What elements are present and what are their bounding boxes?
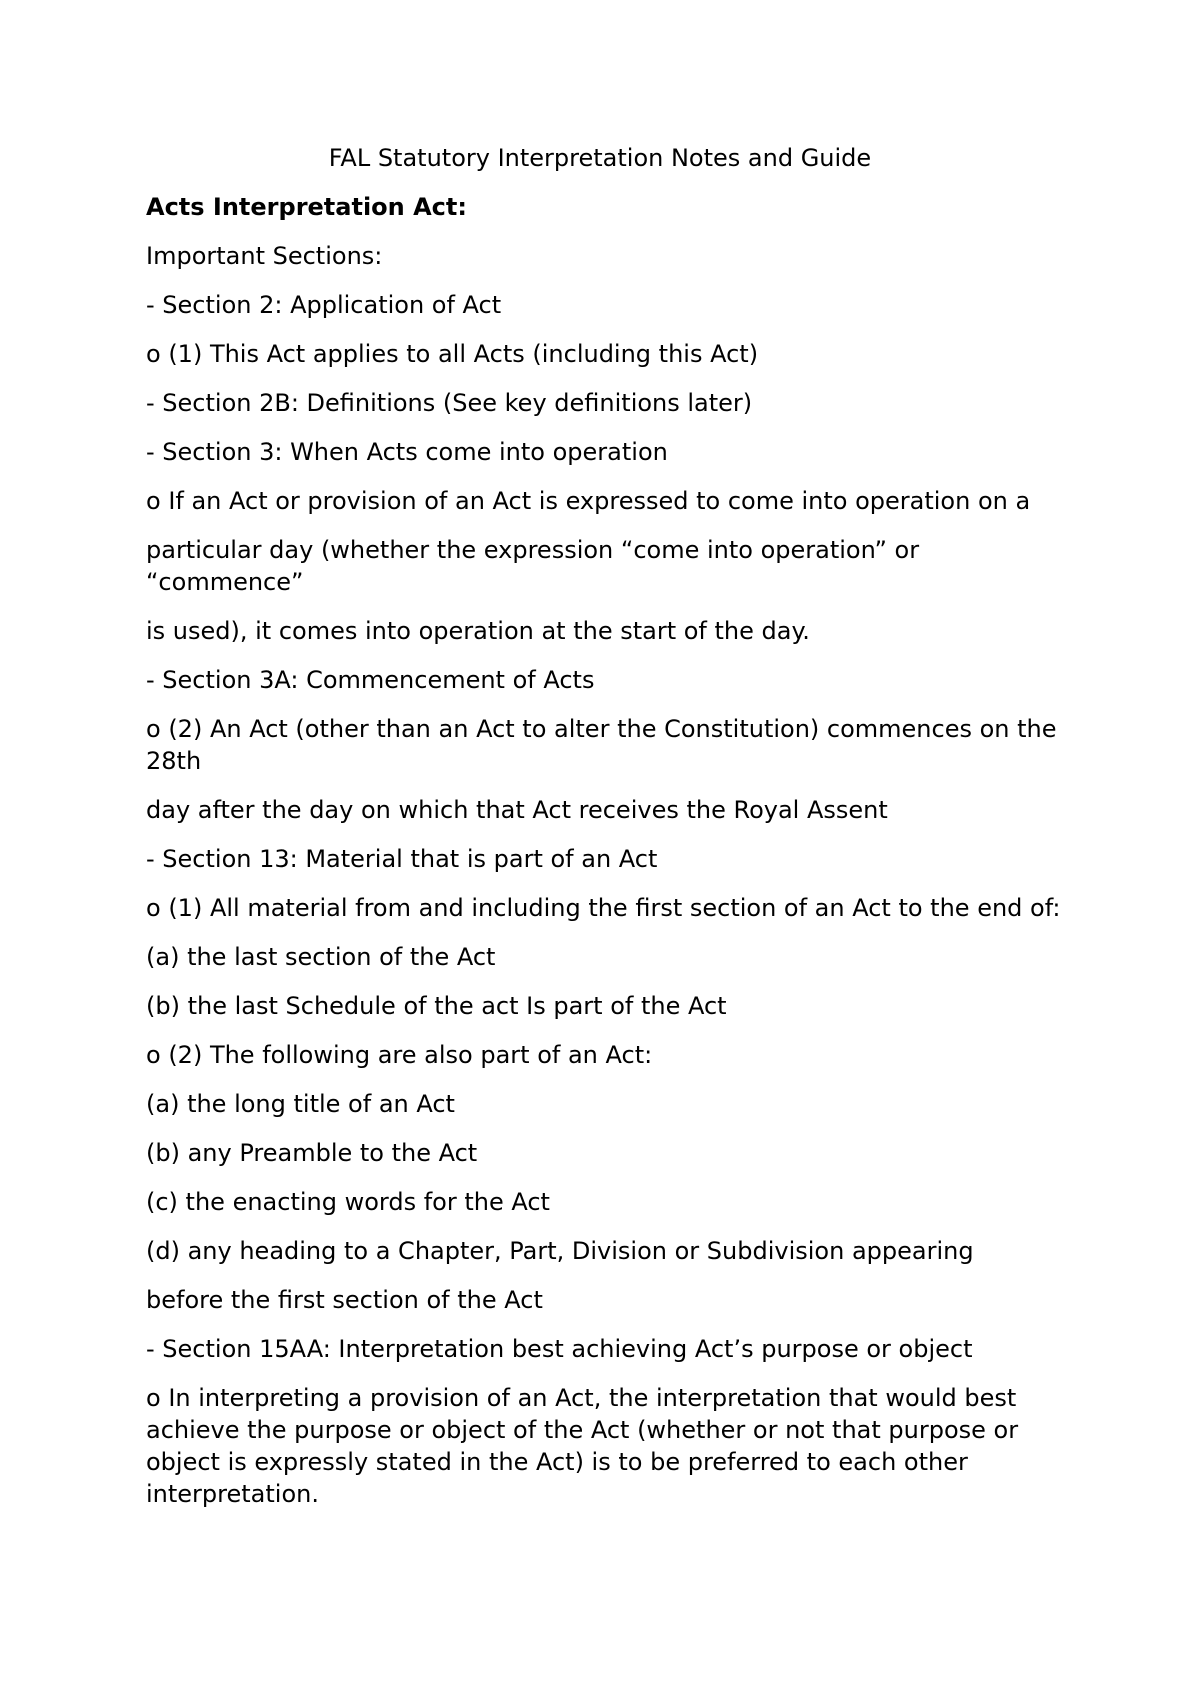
- paragraph: - Section 3: When Acts come into operation: [146, 438, 668, 466]
- paragraph: o (1) All material from and including the first section of an Act to the end of:: [146, 894, 1061, 922]
- paragraph: (b) any Preamble to the Act: [146, 1139, 478, 1167]
- paragraph: (a) the long title of an Act: [146, 1090, 455, 1118]
- paragraph: - Section 2B: Definitions (See key definitions later): [146, 389, 753, 417]
- paragraph: o (2) The following are also part of an Act:: [146, 1041, 653, 1069]
- paragraph: particular day (whether the expression “come into operation” or “commence”: [146, 536, 920, 596]
- paragraph: (d) any heading to a Chapter, Part, Division or Subdivision appearing: [146, 1237, 974, 1265]
- paragraph: (c) the enacting words for the Act: [146, 1188, 550, 1216]
- paragraph: - Section 3A: Commencement of Acts: [146, 666, 595, 694]
- paragraph: Important Sections:: [146, 242, 383, 270]
- paragraph: is used), it comes into operation at the start of the day.: [146, 617, 810, 645]
- paragraph: - Section 13: Material that is part of an Act: [146, 845, 658, 873]
- paragraph: (a) the last section of the Act: [146, 943, 496, 971]
- paragraph: before the first section of the Act: [146, 1286, 543, 1314]
- document-body: [146, 191, 1066, 1527]
- paragraph: o (1) This Act applies to all Acts (including this Act): [146, 340, 759, 368]
- paragraph: o In interpreting a provision of an Act, the interpretation that would best achieve the purpose or object of the Act (whether or not that purpose or object is expressly stated in the Act) is to be preferred to each other interpretation.: [146, 1384, 1019, 1508]
- paragraph: day after the day on which that Act receives the Royal Assent: [146, 796, 888, 824]
- paragraph: - Section 2: Application of Act: [146, 291, 502, 319]
- paragraph: - Section 15AA: Interpretation best achieving Act’s purpose or object: [146, 1335, 973, 1363]
- paragraph: o (2) An Act (other than an Act to alter the Constitution) commences on the 28th: [146, 715, 1057, 775]
- section-heading: Acts Interpretation Act:: [146, 193, 467, 221]
- paragraph: (b) the last Schedule of the act Is part of the Act: [146, 992, 727, 1020]
- document-title: FAL Statutory Interpretation Notes and Guide: [328, 144, 872, 172]
- paragraph: o If an Act or provision of an Act is expressed to come into operation on a: [146, 487, 1031, 515]
